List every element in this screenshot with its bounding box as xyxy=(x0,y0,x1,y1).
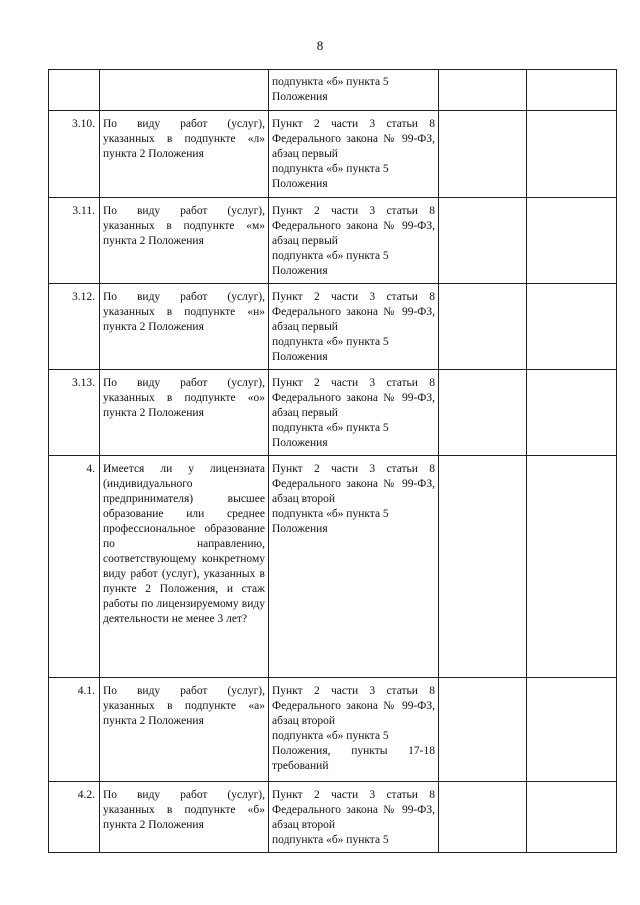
answer-cell xyxy=(439,456,527,678)
answer-cell xyxy=(439,70,527,111)
legal-reference-cell xyxy=(269,198,439,284)
reference-line: подпункта «б» пункта 5 xyxy=(272,508,389,520)
reference-line: Положения xyxy=(272,265,328,277)
reference-line: Пункт 2 части 3 статьи 8 Федерального закона № 99-ФЗ, абзац первый xyxy=(272,118,435,160)
question-cell: По виду работ (услуг), указанных в подпункте «л» пункта 2 Положения xyxy=(100,111,269,198)
reference-line: подпункта «б» пункта 5 xyxy=(272,163,389,175)
item-number xyxy=(49,70,100,111)
reference-line: Пункт 2 части 3 статьи 8 Федерального закона № 99-ФЗ, абзац второй xyxy=(272,789,435,831)
legal-reference-cell xyxy=(269,370,439,456)
legal-reference-cell xyxy=(269,284,439,370)
question-cell: По виду работ (услуг), указанных в подпункте «б» пункта 2 Положения xyxy=(100,782,269,853)
item-number: 4.2. xyxy=(49,782,100,853)
reference-line: подпункта «б» пункта 5 xyxy=(272,250,389,262)
table-row xyxy=(49,111,617,198)
answer-cell xyxy=(439,198,527,284)
item-number: 3.10. xyxy=(49,111,100,198)
note-cell xyxy=(527,678,617,782)
note-cell xyxy=(527,70,617,111)
legal-reference-cell xyxy=(269,456,439,678)
note-cell xyxy=(527,284,617,370)
item-number: 3.12. xyxy=(49,284,100,370)
reference-line: Пункт 2 части 3 статьи 8 Федерального закона № 99-ФЗ, абзац первый xyxy=(272,291,435,333)
item-number: 3.13. xyxy=(49,370,100,456)
question-cell: По виду работ (услуг), указанных в подпункте «м» пункта 2 Положения xyxy=(100,198,269,284)
reference-line: подпункта «б» пункта 5 xyxy=(272,834,389,846)
legal-reference-cell xyxy=(269,70,439,111)
note-cell xyxy=(527,370,617,456)
item-number: 3.11. xyxy=(49,198,100,284)
note-cell xyxy=(527,111,617,198)
reference-line: Пункт 2 части 3 статьи 8 Федерального закона № 99-ФЗ, абзац второй xyxy=(272,463,435,505)
reference-line: подпункта «б» пункта 5 xyxy=(272,76,389,88)
reference-line: подпункта «б» пункта 5 xyxy=(272,422,389,434)
question-cell: По виду работ (услуг), указанных в подпункте «о» пункта 2 Положения xyxy=(100,370,269,456)
item-number: 4.1. xyxy=(49,678,100,782)
reference-line: подпункта «б» пункта 5 xyxy=(272,730,389,742)
answer-cell xyxy=(439,678,527,782)
reference-line: Положения xyxy=(272,178,328,190)
legal-reference-cell xyxy=(269,111,439,198)
table-body xyxy=(49,70,617,853)
reference-line: Положения xyxy=(272,351,328,363)
question-cell: По виду работ (услуг), указанных в подпункте «а» пункта 2 Положения xyxy=(100,678,269,782)
table-row xyxy=(49,70,617,111)
answer-cell xyxy=(439,370,527,456)
table-row xyxy=(49,456,617,678)
note-cell xyxy=(527,782,617,853)
item-number: 4. xyxy=(49,456,100,678)
reference-line: Пункт 2 части 3 статьи 8 Федерального закона № 99-ФЗ, абзац первый xyxy=(272,205,435,247)
note-cell xyxy=(527,198,617,284)
reference-line: Пункт 2 части 3 статьи 8 Федерального закона № 99-ФЗ, абзац второй xyxy=(272,685,435,727)
reference-line: Пункт 2 части 3 статьи 8 Федерального закона № 99-ФЗ, абзац первый xyxy=(272,377,435,419)
reference-line: подпункта «б» пункта 5 xyxy=(272,336,389,348)
requirements-table xyxy=(48,69,617,853)
question-cell: По виду работ (услуг), указанных в подпункте «н» пункта 2 Положения xyxy=(100,284,269,370)
reference-line: Положения, пункты 17-18 требований xyxy=(272,745,435,772)
table-row xyxy=(49,782,617,853)
legal-reference-cell xyxy=(269,782,439,853)
question-cell: Имеется ли у лицензиата (индивидуального предпринимателя) высшее образование или среднее профессиональное образование по направлению, соответствующему конкретному виду работ (услуг), указанных в пункте 2 Положения, и стаж работы по лицензируемому виду деятельности не менее 3 лет? xyxy=(100,456,269,678)
answer-cell xyxy=(439,782,527,853)
table-row xyxy=(49,284,617,370)
answer-cell xyxy=(439,284,527,370)
table-row xyxy=(49,678,617,782)
reference-line: Положения xyxy=(272,91,328,103)
legal-reference-cell xyxy=(269,678,439,782)
table-row xyxy=(49,370,617,456)
reference-line: Положения xyxy=(272,437,328,449)
question-cell xyxy=(100,70,269,111)
page-number: 8 xyxy=(316,38,324,53)
answer-cell xyxy=(439,111,527,198)
table-row xyxy=(49,198,617,284)
reference-line: Положения xyxy=(272,523,328,535)
note-cell xyxy=(527,456,617,678)
